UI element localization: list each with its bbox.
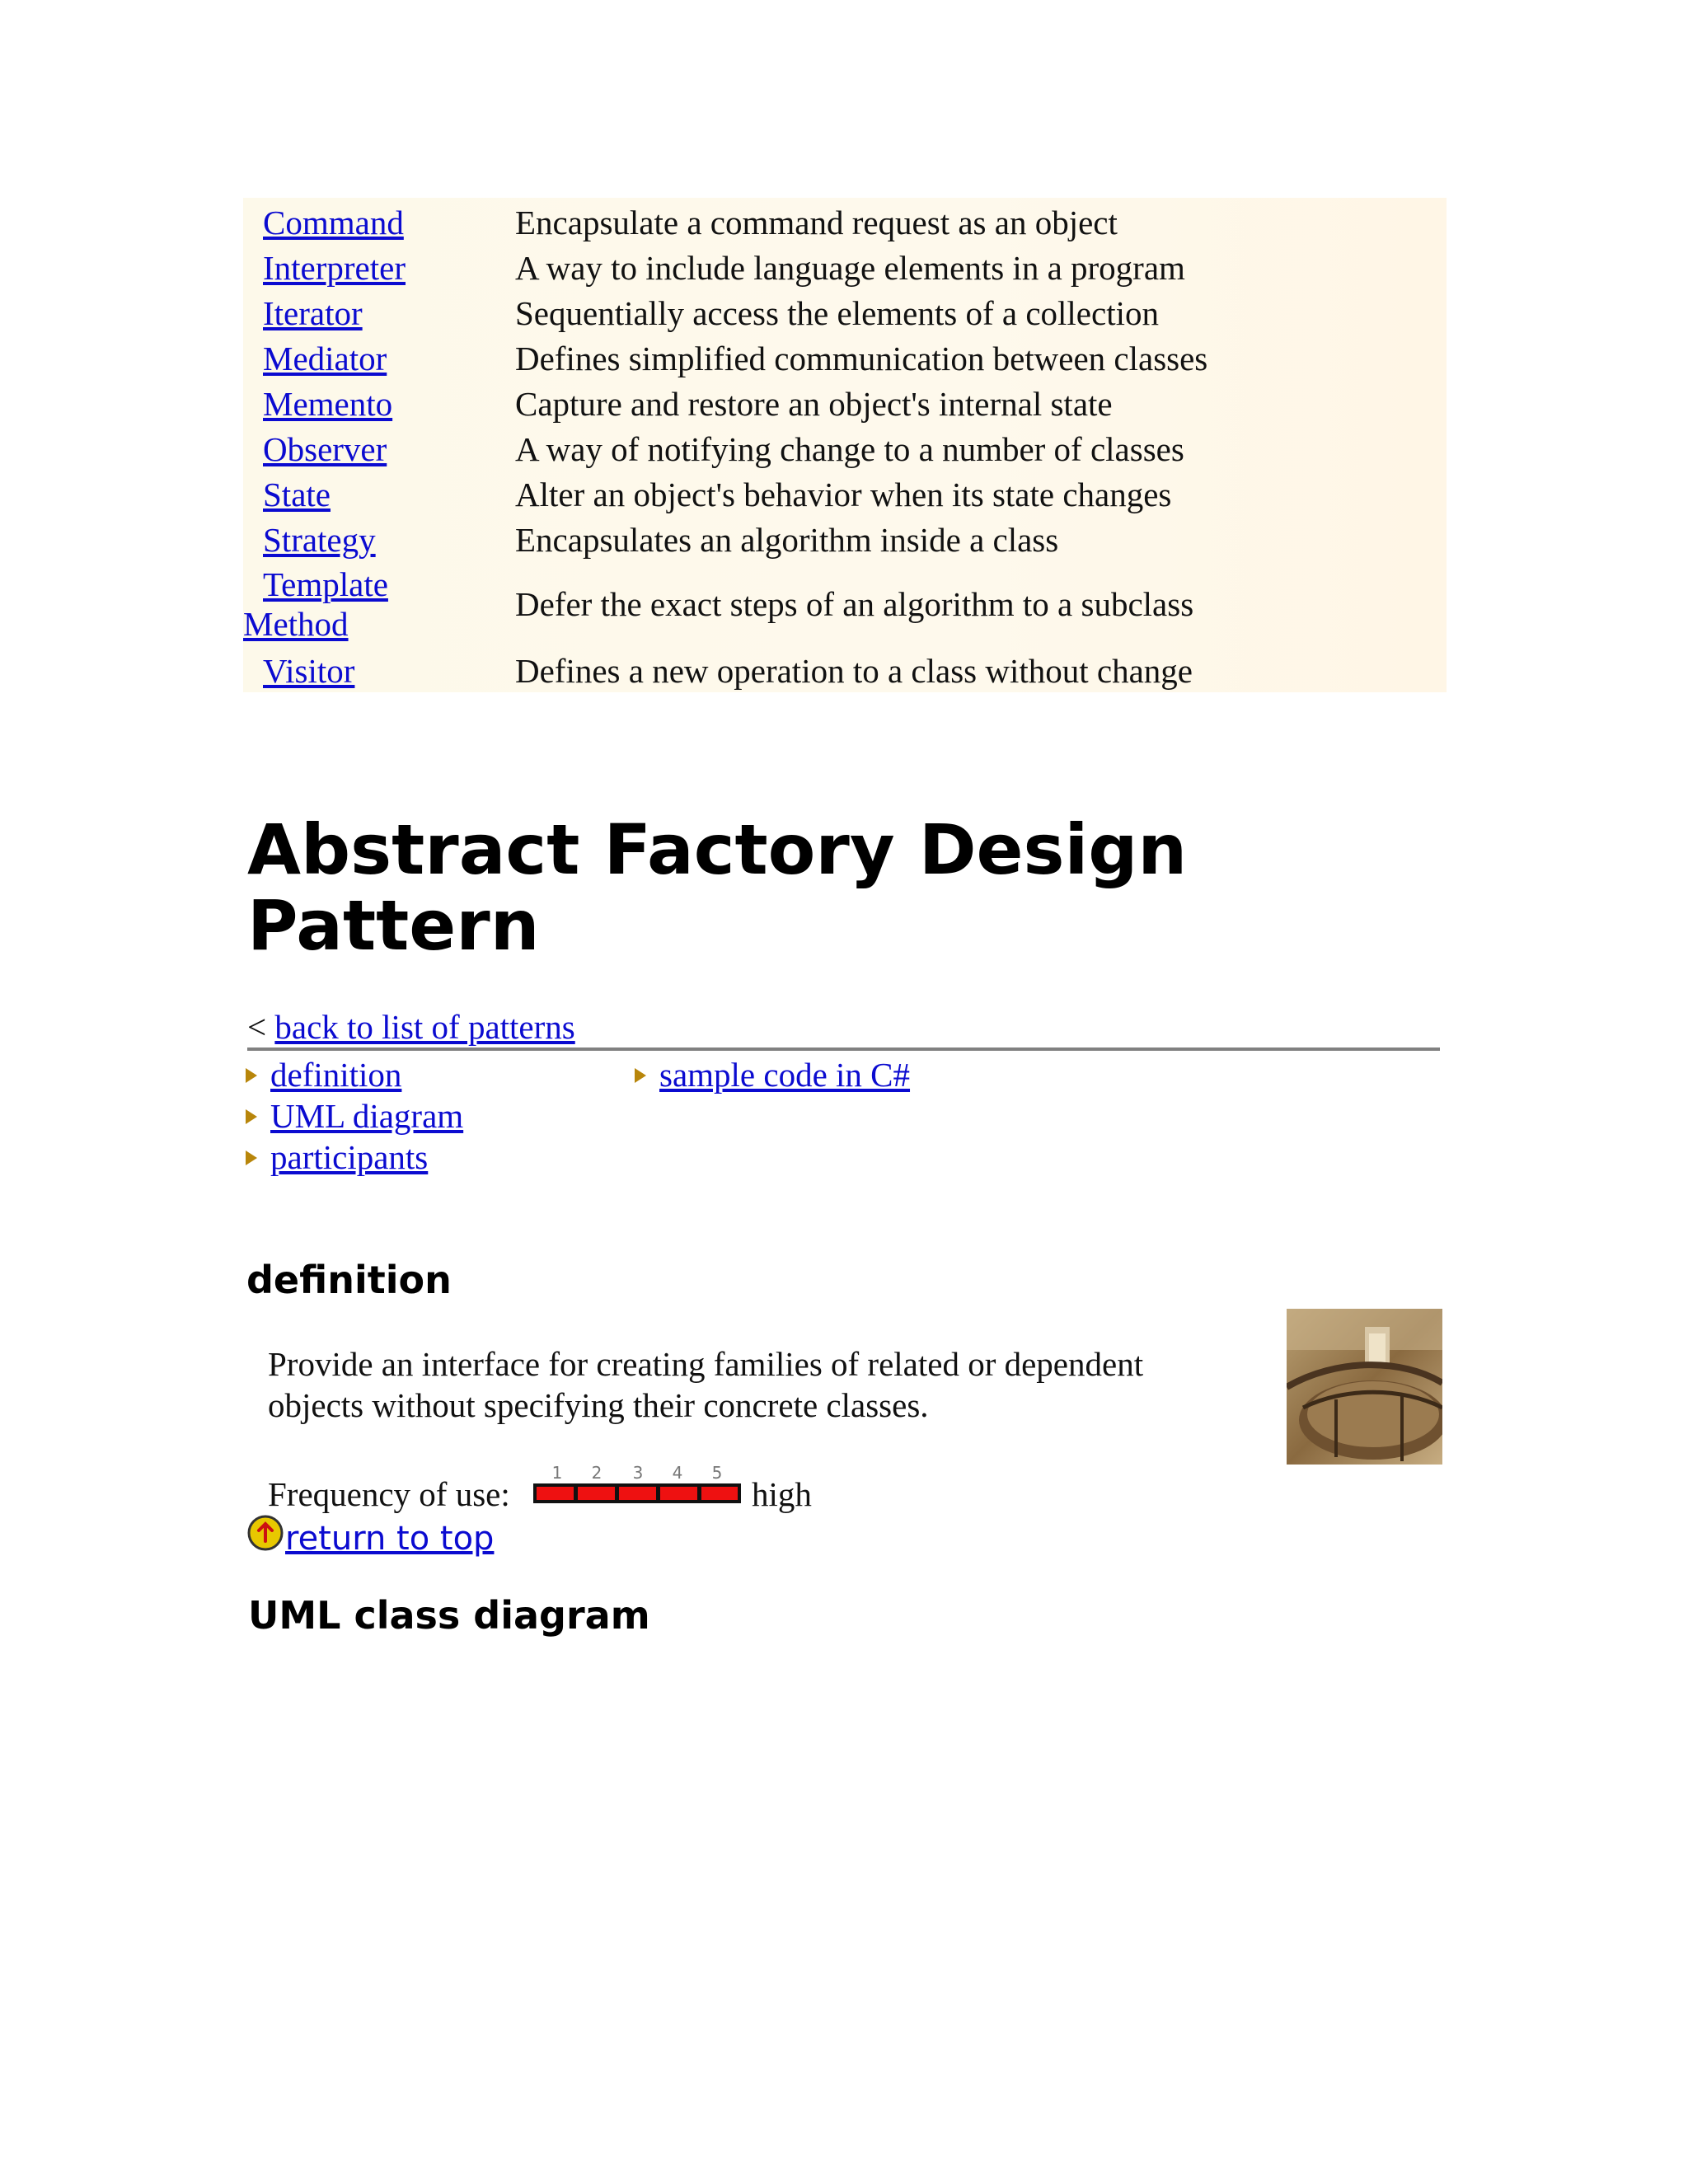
machine-photo — [1287, 1309, 1442, 1465]
back-to-list-link[interactable]: back to list of patterns — [274, 1008, 575, 1046]
nav-item-definition[interactable] — [246, 1055, 401, 1094]
pattern-table — [243, 198, 1447, 692]
pattern-description: A way of notifying change to a number of classes — [515, 430, 1184, 468]
definition-heading: definition — [246, 1258, 452, 1302]
pattern-description: Alter an object's behavior when its state changes — [515, 476, 1172, 513]
scale-tick-2: 2 — [591, 1463, 603, 1483]
return-to-top[interactable] — [247, 1515, 494, 1560]
pattern-description: Capture and restore an object's internal state — [515, 385, 1113, 423]
pattern-description: Defines simplified communication between classes — [515, 340, 1208, 377]
nav-item-sample-code[interactable] — [635, 1055, 910, 1094]
nav-link[interactable]: sample code in C# — [659, 1056, 911, 1094]
scale-tick-1: 1 — [551, 1463, 563, 1483]
nav-link[interactable]: definition — [270, 1056, 402, 1094]
nav-link[interactable]: participants — [270, 1138, 429, 1176]
divider — [247, 1047, 1440, 1051]
pattern-link-strategy[interactable]: Strategy — [263, 521, 376, 559]
pattern-description: Encapsulates an algorithm inside a class — [515, 521, 1059, 559]
nav-item-uml[interactable] — [246, 1096, 463, 1136]
arrow-up-icon — [247, 1515, 284, 1551]
pattern-link-template-method[interactable] — [243, 565, 433, 644]
pattern-description: Defer the exact steps of an algorithm to a subclass — [515, 585, 1194, 623]
nav-link[interactable]: UML diagram — [270, 1097, 464, 1135]
pattern-link-template-method-line2[interactable]: Method — [243, 605, 349, 643]
pattern-description: Defines a new operation to a class without change — [515, 652, 1193, 690]
frequency-value-text: high — [752, 1475, 812, 1513]
back-nav — [247, 1007, 575, 1047]
pattern-link-visitor[interactable]: Visitor — [263, 652, 355, 690]
pattern-link-iterator[interactable]: Iterator — [263, 294, 363, 332]
pattern-description: Sequentially access the elements of a collection — [515, 294, 1159, 332]
scale-tick-4: 4 — [672, 1463, 683, 1483]
pattern-link-state[interactable]: State — [263, 476, 331, 513]
triangle-bullet-icon — [246, 1109, 257, 1124]
nav-item-participants[interactable] — [246, 1137, 428, 1177]
triangle-bullet-icon — [246, 1068, 257, 1083]
pattern-row — [243, 565, 1447, 647]
pattern-link-template-method-line1[interactable]: Template — [263, 565, 388, 603]
triangle-bullet-icon — [635, 1068, 646, 1083]
triangle-bullet-icon — [246, 1151, 257, 1165]
uml-heading: UML class diagram — [248, 1593, 650, 1638]
pattern-link-command[interactable]: Command — [263, 204, 404, 241]
definition-text: Provide an interface for creating families of related or dependent objects without specifying their concrete classes. — [268, 1345, 1144, 1424]
page-title: Abstract Factory Design Pattern — [247, 809, 1188, 966]
pattern-link-mediator[interactable]: Mediator — [263, 340, 387, 377]
pattern-link-memento[interactable]: Memento — [263, 385, 393, 423]
pattern-description: Encapsulate a command request as an object — [515, 204, 1118, 241]
back-prefix: < — [247, 1008, 267, 1046]
pattern-link-observer[interactable]: Observer — [263, 430, 387, 468]
frequency-meter — [532, 1462, 742, 1511]
pattern-description: A way to include language elements in a program — [515, 249, 1185, 287]
scale-tick-5: 5 — [711, 1463, 723, 1483]
pattern-link-interpreter[interactable]: Interpreter — [263, 249, 406, 287]
return-to-top-link[interactable]: return to top — [285, 1520, 495, 1558]
scale-tick-3: 3 — [632, 1463, 644, 1483]
frequency-label: Frequency of use: — [268, 1475, 510, 1513]
